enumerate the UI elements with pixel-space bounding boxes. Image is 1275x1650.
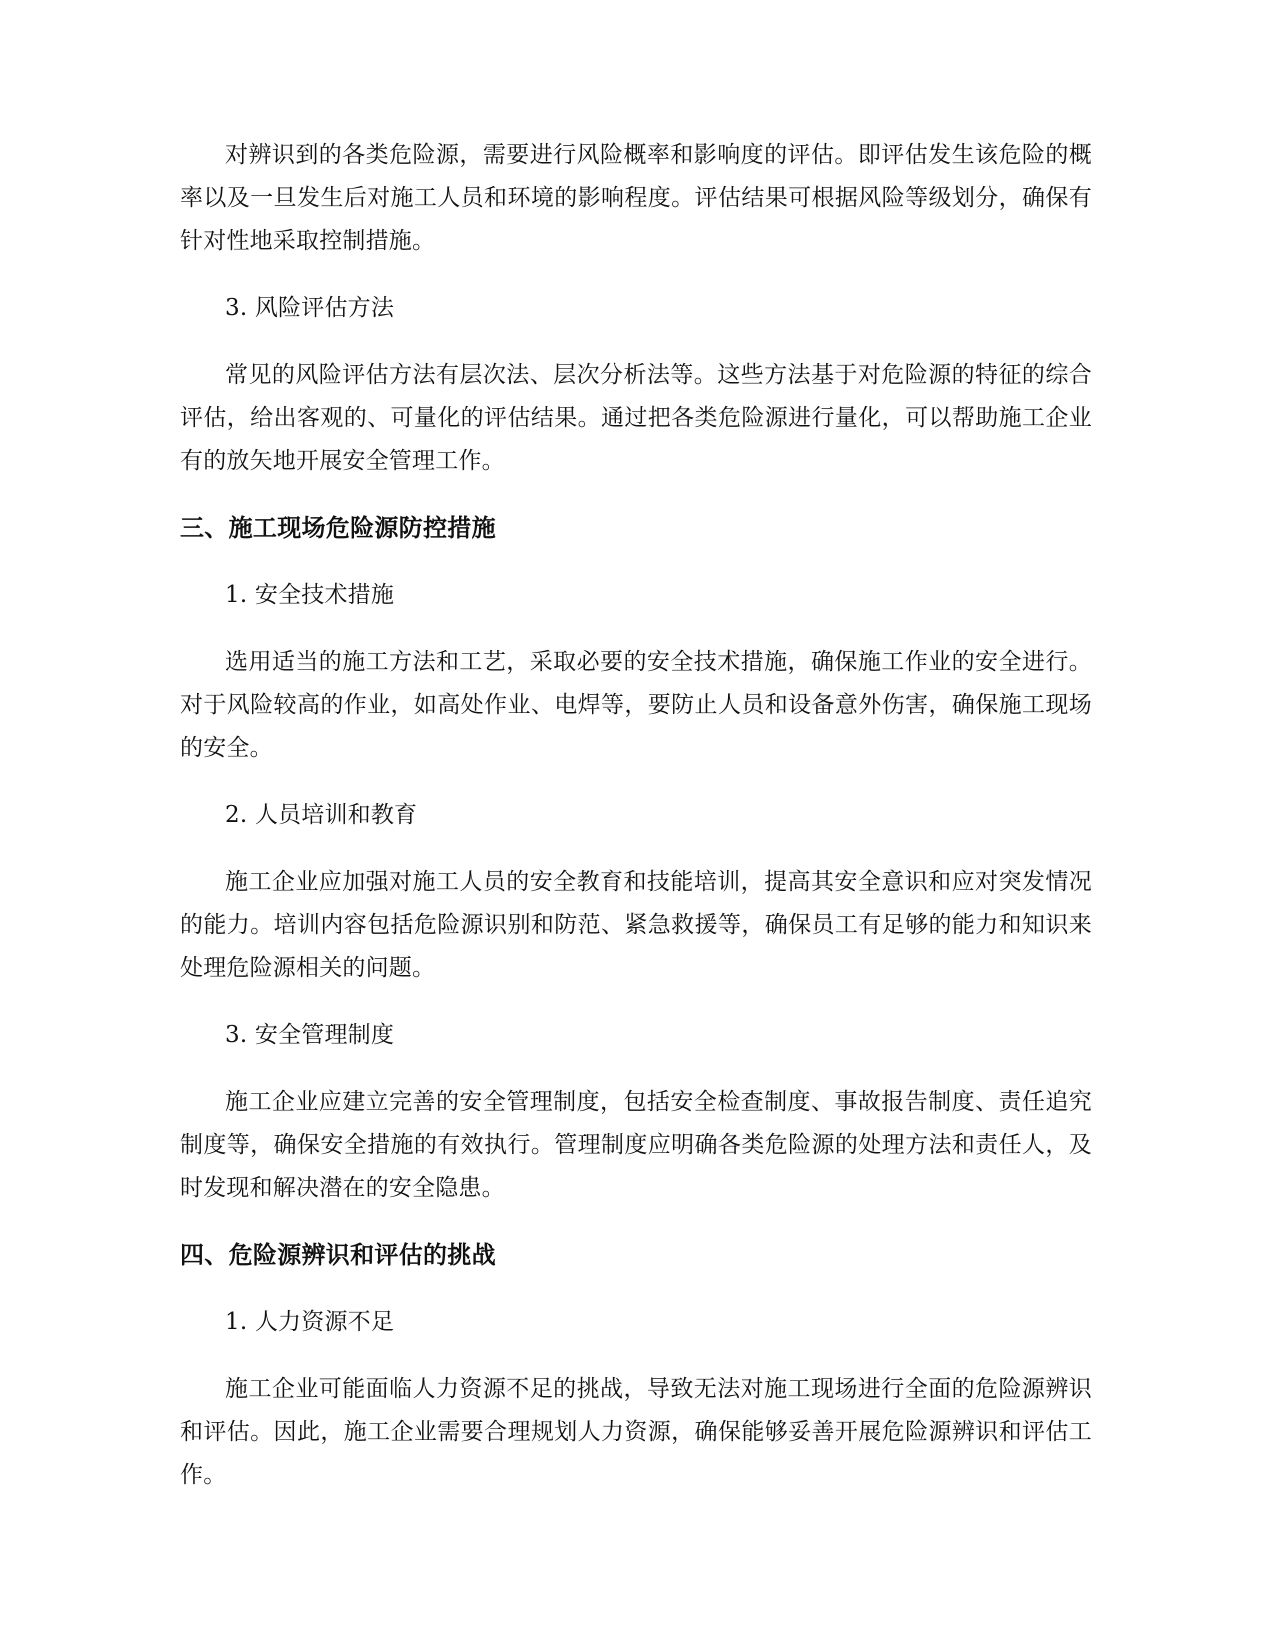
subheading-insufficient-human-resources: 1. 人力资源不足 bbox=[225, 1309, 395, 1335]
paragraph-safety-management-system: 施工企业应建立完善的安全管理制度，包括安全检查制度、事故报告制度、责任追究制度等，确保安全措施的有效执行。管理制度应明确各类危险源的处理方法和责任人，及时发现和解决潜在的安全隐患。 bbox=[180, 1089, 1092, 1201]
section-heading-control-measures: 三、施工现场危险源防控措施 bbox=[180, 514, 496, 542]
paragraph-insufficient-human-resources: 施工企业可能面临人力资源不足的挑战，导致无法对施工现场进行全面的危险源辨识和评估。因此，施工企业需要合理规划人力资源，确保能够妥善开展危险源辨识和评估工作。 bbox=[180, 1376, 1092, 1488]
subheading-personnel-training: 2. 人员培训和教育 bbox=[225, 802, 418, 828]
paragraph-personnel-training: 施工企业应加强对施工人员的安全教育和技能培训，提高其安全意识和应对突发情况的能力。培训内容包括危险源识别和防范、紧急救援等，确保员工有足够的能力和知识来处理危险源相关的问题。 bbox=[180, 869, 1092, 981]
subheading-safety-management-system: 3. 安全管理制度 bbox=[225, 1022, 395, 1048]
paragraph-assessment-methods: 常见的风险评估方法有层次法、层次分析法等。这些方法基于对危险源的特征的综合评估，给出客观的、可量化的评估结果。通过把各类危险源进行量化，可以帮助施工企业有的放矢地开展安全管理工作。 bbox=[180, 362, 1092, 474]
paragraph-risk-probability: 对辨识到的各类危险源，需要进行风险概率和影响度的评估。即评估发生该危险的概率以及一旦发生后对施工人员和环境的影响程度。评估结果可根据风险等级划分，确保有针对性地采取控制措施。 bbox=[180, 142, 1092, 254]
document-page bbox=[180, 134, 1092, 1521]
subheading-safety-technical-measures: 1. 安全技术措施 bbox=[225, 582, 395, 608]
section-heading-challenges: 四、危险源辨识和评估的挑战 bbox=[180, 1241, 496, 1269]
paragraph-safety-technical-measures: 选用适当的施工方法和工艺，采取必要的安全技术措施，确保施工作业的安全进行。对于风险较高的作业，如高处作业、电焊等，要防止人员和设备意外伤害，确保施工现场的安全。 bbox=[180, 649, 1092, 761]
subheading-risk-assessment-methods: 3. 风险评估方法 bbox=[225, 295, 395, 321]
